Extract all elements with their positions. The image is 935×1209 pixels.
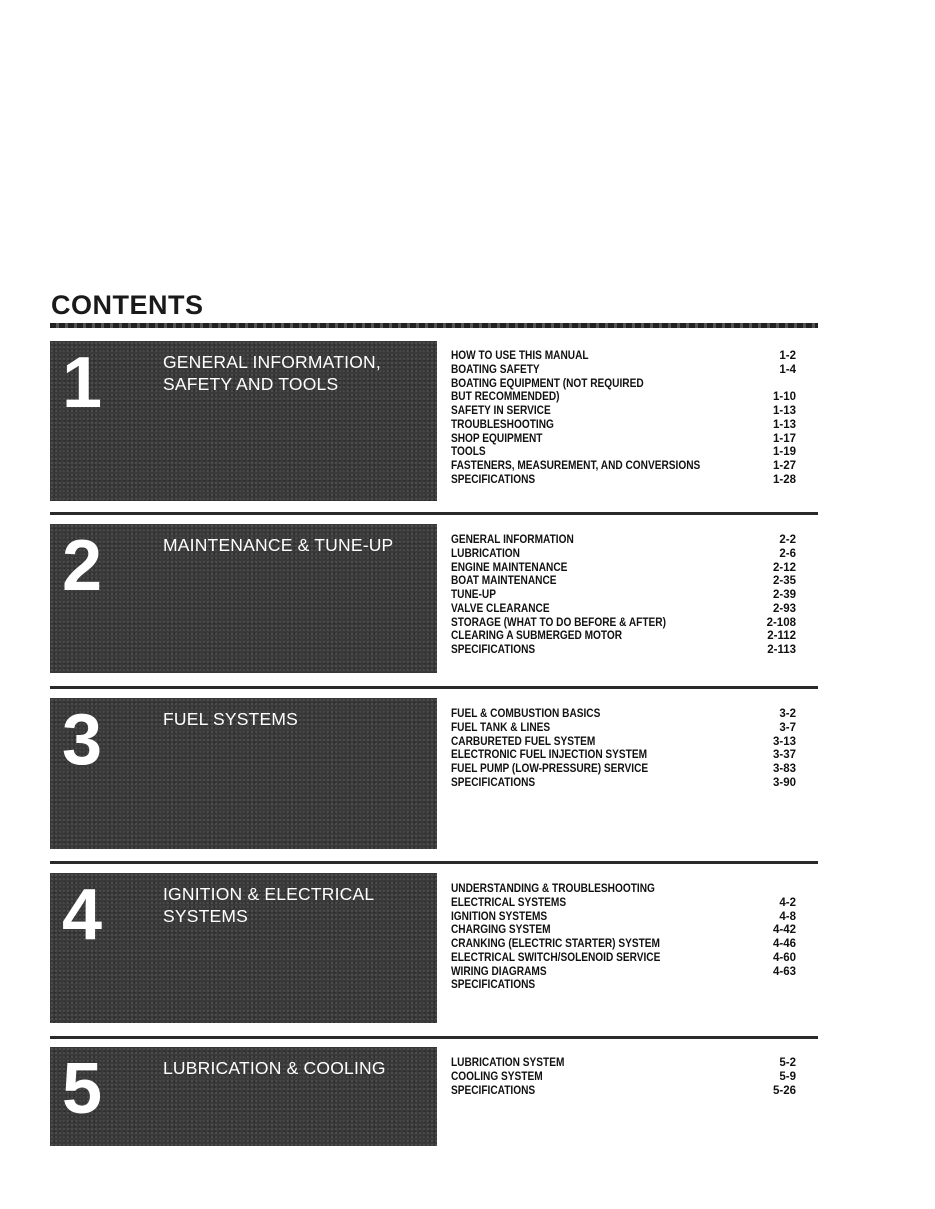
section-divider bbox=[50, 512, 818, 515]
toc-entry-label: BOATING EQUIPMENT (NOT REQUIRED bbox=[451, 377, 644, 390]
toc-entry[interactable] bbox=[451, 883, 796, 897]
toc-entry-page: 5-26 bbox=[772, 1084, 796, 1097]
toc-entry-page: 1-13 bbox=[772, 418, 796, 431]
toc-entry-page: 3-90 bbox=[772, 776, 796, 789]
toc-entry-label: COOLING SYSTEM bbox=[451, 1070, 543, 1083]
chapter-title-line: GENERAL INFORMATION, bbox=[163, 352, 381, 372]
toc-entry[interactable] bbox=[451, 952, 796, 966]
chapter-section-5 bbox=[50, 1047, 818, 1146]
section-divider bbox=[50, 861, 818, 864]
toc-entry-label: TUNE-UP bbox=[451, 589, 496, 601]
toc-entry-label: UNDERSTANDING & TROUBLESHOOTING bbox=[451, 883, 655, 895]
toc-entry-page: 1-27 bbox=[772, 460, 796, 472]
toc-entry-page: 1-28 bbox=[772, 473, 796, 486]
toc-entry[interactable] bbox=[451, 777, 796, 791]
toc-entry-page: 4-63 bbox=[772, 965, 796, 978]
chapter-title-line: LUBRICATION & COOLING bbox=[163, 1058, 386, 1078]
toc-entry[interactable] bbox=[451, 548, 796, 562]
toc-entry-label: ELECTRICAL SWITCH/SOLENOID SERVICE bbox=[451, 951, 661, 964]
toc-entry-page: 1-4 bbox=[779, 363, 796, 376]
toc-entry-label: LUBRICATION bbox=[451, 547, 520, 560]
toc-entry[interactable] bbox=[451, 763, 796, 777]
chapter-number: 1 bbox=[62, 343, 103, 423]
toc-entry[interactable] bbox=[451, 391, 796, 405]
page-title: CONTENTS bbox=[51, 290, 204, 320]
toc-entry[interactable] bbox=[451, 419, 796, 433]
toc-entry[interactable] bbox=[451, 630, 796, 644]
toc-entry-label: CLEARING A SUBMERGED MOTOR bbox=[451, 630, 623, 643]
toc-entry-label: BUT RECOMMENDED) bbox=[451, 391, 560, 404]
toc-entry[interactable] bbox=[451, 589, 796, 603]
toc-entry-page: 2-2 bbox=[779, 534, 796, 546]
toc-entry-label: BOAT MAINTENANCE bbox=[451, 575, 557, 588]
toc-entry-label: CRANKING (ELECTRIC STARTER) SYSTEM bbox=[451, 938, 660, 950]
toc-entry-page: 1-13 bbox=[772, 405, 796, 417]
chapter-panel bbox=[50, 524, 437, 673]
chapter-title-line: SYSTEMS bbox=[163, 906, 249, 926]
toc-entry[interactable] bbox=[451, 979, 796, 993]
toc-entry-label: BOATING SAFETY bbox=[451, 363, 540, 376]
toc-entry-label: VALVE CLEARANCE bbox=[451, 602, 550, 615]
toc-entry-page: 2-108 bbox=[766, 616, 796, 629]
chapter-panel bbox=[50, 698, 437, 849]
toc-entry-label: TOOLS bbox=[451, 446, 486, 459]
toc-entry[interactable] bbox=[451, 364, 796, 378]
chapter-panel bbox=[50, 341, 437, 501]
toc-entry-label: STORAGE (WHAT TO DO BEFORE & AFTER) bbox=[451, 616, 666, 629]
toc-entry-label: SPECIFICATIONS bbox=[451, 473, 536, 486]
toc-entry[interactable] bbox=[451, 446, 796, 460]
toc-entry-page: 5-9 bbox=[779, 1070, 796, 1083]
toc-entry-label: HOW TO USE THIS MANUAL bbox=[451, 350, 589, 362]
toc-entry[interactable] bbox=[451, 405, 796, 419]
toc-entry-label: SPECIFICATIONS bbox=[451, 644, 536, 656]
toc-entry[interactable] bbox=[451, 911, 796, 925]
chapter-panel bbox=[50, 1047, 437, 1146]
chapter-panel bbox=[50, 873, 437, 1023]
toc-entry-page: 2-35 bbox=[772, 575, 796, 588]
toc-entry[interactable] bbox=[451, 736, 796, 750]
toc-entry-label: FASTENERS, MEASUREMENT, AND CONVERSIONS bbox=[451, 460, 701, 472]
toc-entry[interactable] bbox=[451, 924, 796, 938]
toc-entry[interactable] bbox=[451, 534, 796, 548]
toc-entry[interactable] bbox=[451, 350, 796, 364]
chapter-section-3 bbox=[50, 698, 818, 849]
toc-entry[interactable] bbox=[451, 575, 796, 589]
toc-entry-page: 1-2 bbox=[779, 350, 796, 362]
toc-entry-page: 3-83 bbox=[772, 763, 796, 775]
toc-entry[interactable] bbox=[451, 966, 796, 980]
toc-entry-label: ELECTRICAL SYSTEMS bbox=[451, 896, 567, 909]
chapter-title bbox=[163, 351, 433, 395]
toc-entry[interactable] bbox=[451, 433, 796, 447]
toc-entry-page: 1-17 bbox=[772, 432, 796, 445]
toc-entry-page: 2-112 bbox=[767, 630, 796, 643]
chapter-title-line: MAINTENANCE & TUNE-UP bbox=[163, 535, 394, 555]
toc-entry[interactable] bbox=[451, 644, 796, 658]
toc-entry-label: LUBRICATION SYSTEM bbox=[451, 1057, 565, 1069]
chapter-title-line: SAFETY AND TOOLS bbox=[163, 374, 339, 394]
toc-entry[interactable] bbox=[451, 1071, 796, 1085]
toc-entry-page: 2-12 bbox=[772, 561, 796, 574]
toc-entry[interactable] bbox=[451, 938, 796, 952]
chapter-title-line: FUEL SYSTEMS bbox=[163, 709, 298, 729]
toc-entry[interactable] bbox=[451, 460, 796, 474]
toc-entry-label: IGNITION SYSTEMS bbox=[451, 910, 548, 923]
toc-entry-page: 3-7 bbox=[779, 721, 796, 734]
toc-entry-page: 4-60 bbox=[772, 951, 796, 964]
toc-entry-page: 4-46 bbox=[772, 938, 796, 950]
toc-entry-label: SHOP EQUIPMENT bbox=[451, 432, 543, 445]
chapter-number: 4 bbox=[62, 875, 103, 955]
chapter-title bbox=[163, 1057, 433, 1079]
section-divider bbox=[50, 1036, 818, 1039]
toc-entry-page: 2-39 bbox=[772, 589, 796, 601]
toc-entry-label: CARBURETED FUEL SYSTEM bbox=[451, 735, 596, 748]
toc-entry-page: 2-6 bbox=[779, 547, 796, 560]
chapter-toc bbox=[451, 350, 796, 488]
toc-entry-label: SPECIFICATIONS bbox=[451, 776, 536, 789]
toc-entry[interactable] bbox=[451, 708, 796, 722]
chapter-number: 3 bbox=[62, 700, 103, 780]
toc-entry[interactable] bbox=[451, 562, 796, 576]
toc-entry[interactable] bbox=[451, 617, 796, 631]
toc-entry-page: 4-8 bbox=[779, 910, 796, 923]
toc-entry[interactable] bbox=[451, 378, 796, 392]
chapter-number: 2 bbox=[62, 526, 103, 606]
toc-entry-page: 3-2 bbox=[779, 708, 796, 720]
toc-entry-label: GENERAL INFORMATION bbox=[451, 534, 574, 546]
toc-entry[interactable] bbox=[451, 1085, 796, 1099]
toc-entry-page: 1-10 bbox=[772, 391, 796, 404]
toc-entry-label: FUEL PUMP (LOW-PRESSURE) SERVICE bbox=[451, 763, 649, 775]
toc-entry-label: WIRING DIAGRAMS bbox=[451, 965, 547, 978]
toc-entry-label: SAFETY IN SERVICE bbox=[451, 405, 551, 417]
chapter-section-2 bbox=[50, 524, 818, 673]
toc-entry[interactable] bbox=[451, 897, 796, 911]
chapter-title bbox=[163, 883, 433, 927]
toc-entry-page: 2-113 bbox=[767, 644, 796, 656]
toc-entry-label: FUEL & COMBUSTION BASICS bbox=[451, 708, 601, 720]
chapter-toc bbox=[451, 534, 796, 658]
toc-entry-label: SPECIFICATIONS bbox=[451, 1084, 536, 1097]
toc-entry-label: ENGINE MAINTENANCE bbox=[451, 561, 568, 574]
chapter-toc bbox=[451, 1057, 796, 1098]
toc-entry-page: 4-2 bbox=[779, 896, 796, 909]
toc-entry-page: 3-37 bbox=[772, 749, 796, 762]
chapter-number: 5 bbox=[62, 1049, 103, 1129]
toc-entry-label: TROUBLESHOOTING bbox=[451, 418, 554, 431]
chapter-toc bbox=[451, 708, 796, 791]
chapter-toc bbox=[451, 883, 796, 993]
chapter-section-1 bbox=[50, 341, 818, 501]
toc-entry-label: SPECIFICATIONS bbox=[451, 979, 536, 992]
toc-entry[interactable] bbox=[451, 1057, 796, 1071]
chapter-title-line: IGNITION & ELECTRICAL bbox=[163, 884, 375, 904]
toc-entry[interactable] bbox=[451, 722, 796, 736]
toc-entry-page: 4-42 bbox=[772, 924, 796, 937]
toc-entry[interactable] bbox=[451, 474, 796, 488]
toc-entry-page: 2-93 bbox=[772, 602, 796, 615]
chapter-section-4 bbox=[50, 873, 818, 1023]
chapter-title bbox=[163, 708, 433, 730]
toc-entry-page: 3-13 bbox=[772, 735, 796, 748]
section-divider bbox=[50, 686, 818, 689]
toc-entry-page: 5-2 bbox=[779, 1057, 796, 1069]
chapter-title bbox=[163, 534, 433, 556]
toc-entry-label: CHARGING SYSTEM bbox=[451, 924, 551, 937]
toc-entry-label: ELECTRONIC FUEL INJECTION SYSTEM bbox=[451, 749, 648, 762]
toc-entry-label: FUEL TANK & LINES bbox=[451, 721, 551, 734]
title-divider bbox=[50, 323, 818, 328]
toc-entry[interactable] bbox=[451, 749, 796, 763]
toc-entry-page: 1-19 bbox=[772, 446, 796, 459]
toc-entry[interactable] bbox=[451, 603, 796, 617]
